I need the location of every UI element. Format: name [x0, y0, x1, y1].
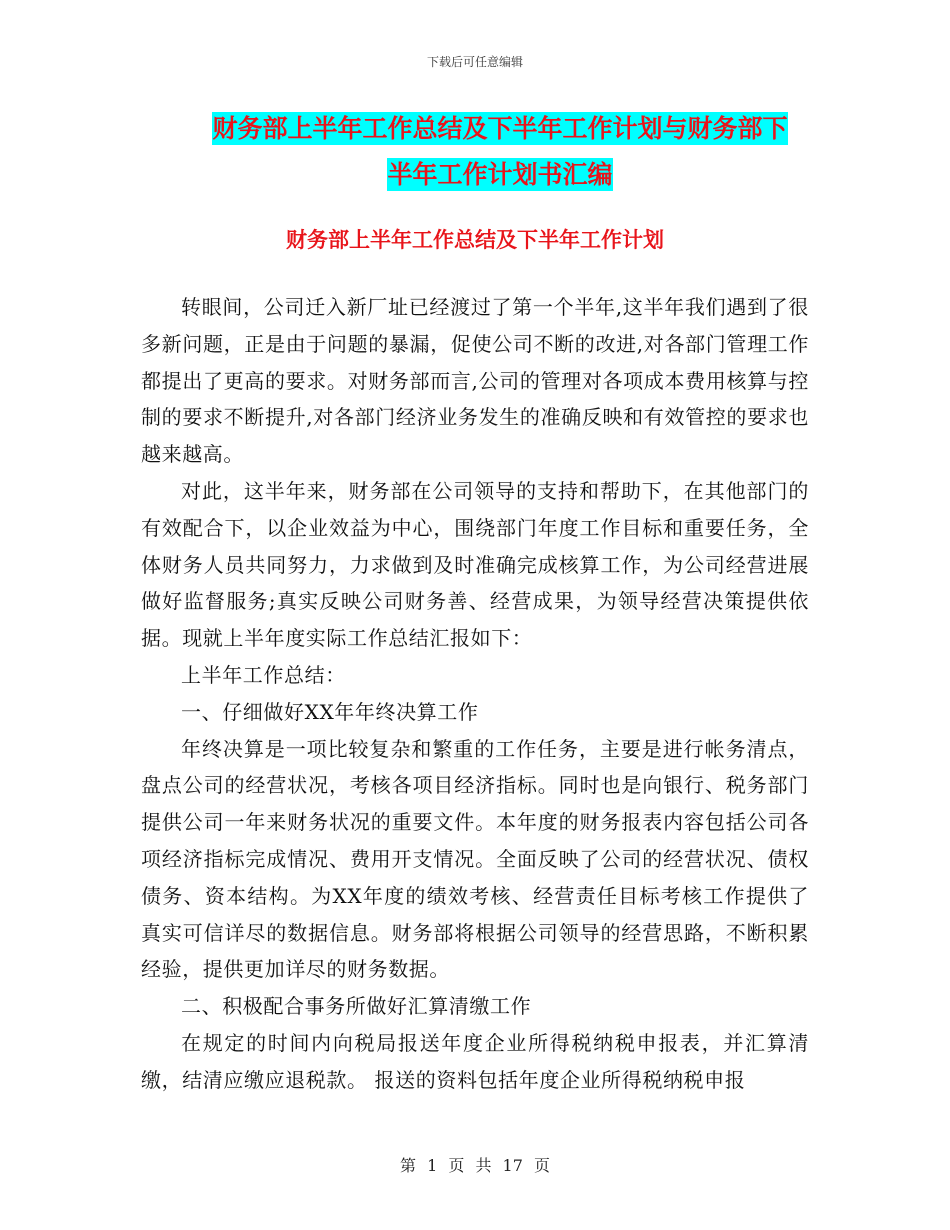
section-title: 财务部上半年工作总结及下半年工作计划 [286, 228, 664, 252]
body-paragraph: 对此，这半年来，财务部在公司领导的支持和帮助下，在其他部门的有效配合下，以企业效益为中心，围绕部门年度工作目标和重要任务，全体财务人员共同努力，力求做到及时准确完成核算工作，为公司经营进展做好监督服务;真实反映公司财务善、经营成果，为领导经营决策提供依据。现就上半年度实际工作总结汇报如下： [141, 478, 809, 651]
page-header-note: 下载后可任意编辑 [426, 55, 523, 69]
body-paragraph: 上半年工作总结： [181, 662, 346, 687]
body-paragraph: 年终决算是一项比较复杂和繁重的工作任务，主要是进行帐务清点，盘点公司的经营状况，考核各项目经济指标。同时也是向银行、税务部门提供公司一年来财务状况的重要文件。本年度的财务报表内容包括公司各项经济指标完成情况、费用开支情况。全面反映了公司的经营状况、债权债务、资本结构。为XX年度的绩效考核、经营责任目标考核工作提供了真实可信详尽的数据信息。财务部将根据公司领导的经营思路，不断积累经验，提供更加详尽的财务数据。 [141, 736, 809, 982]
body-paragraph: 转眼间，公司迁入新厂址已经渡过了第一个半年,这半年我们遇到了很多新问题，正是由于问题的暴漏，促使公司不断的改进,对各部门管理工作都提出了更高的要求。对财务部而言,公司的管理对各项成本费用核算与控制的要求不断提升,对各部门经济业务发生的准确反映和有效管控的要求也越来越高。 [141, 295, 809, 467]
body-heading: 二、积极配合事务所做好汇算清缴工作 [181, 994, 532, 1019]
document-title [180, 106, 820, 198]
document-title-line-1: 财务部上半年工作总结及下半年工作计划与财务部下 [212, 114, 788, 143]
document-body [141, 289, 809, 1099]
body-heading: 一、仔细做好XX年年终决算工作 [181, 699, 479, 724]
document-title-line-2: 半年工作计划书汇编 [387, 160, 613, 189]
body-paragraph: 在规定的时间内向税局报送年度企业所得税纳税申报表，并汇算清缴，结清应缴应退税款。 报送的资料包括年度企业所得税纳税申报 [141, 1030, 809, 1092]
page-number-footer: 第 1 页 共 17 页 [400, 1156, 550, 1175]
